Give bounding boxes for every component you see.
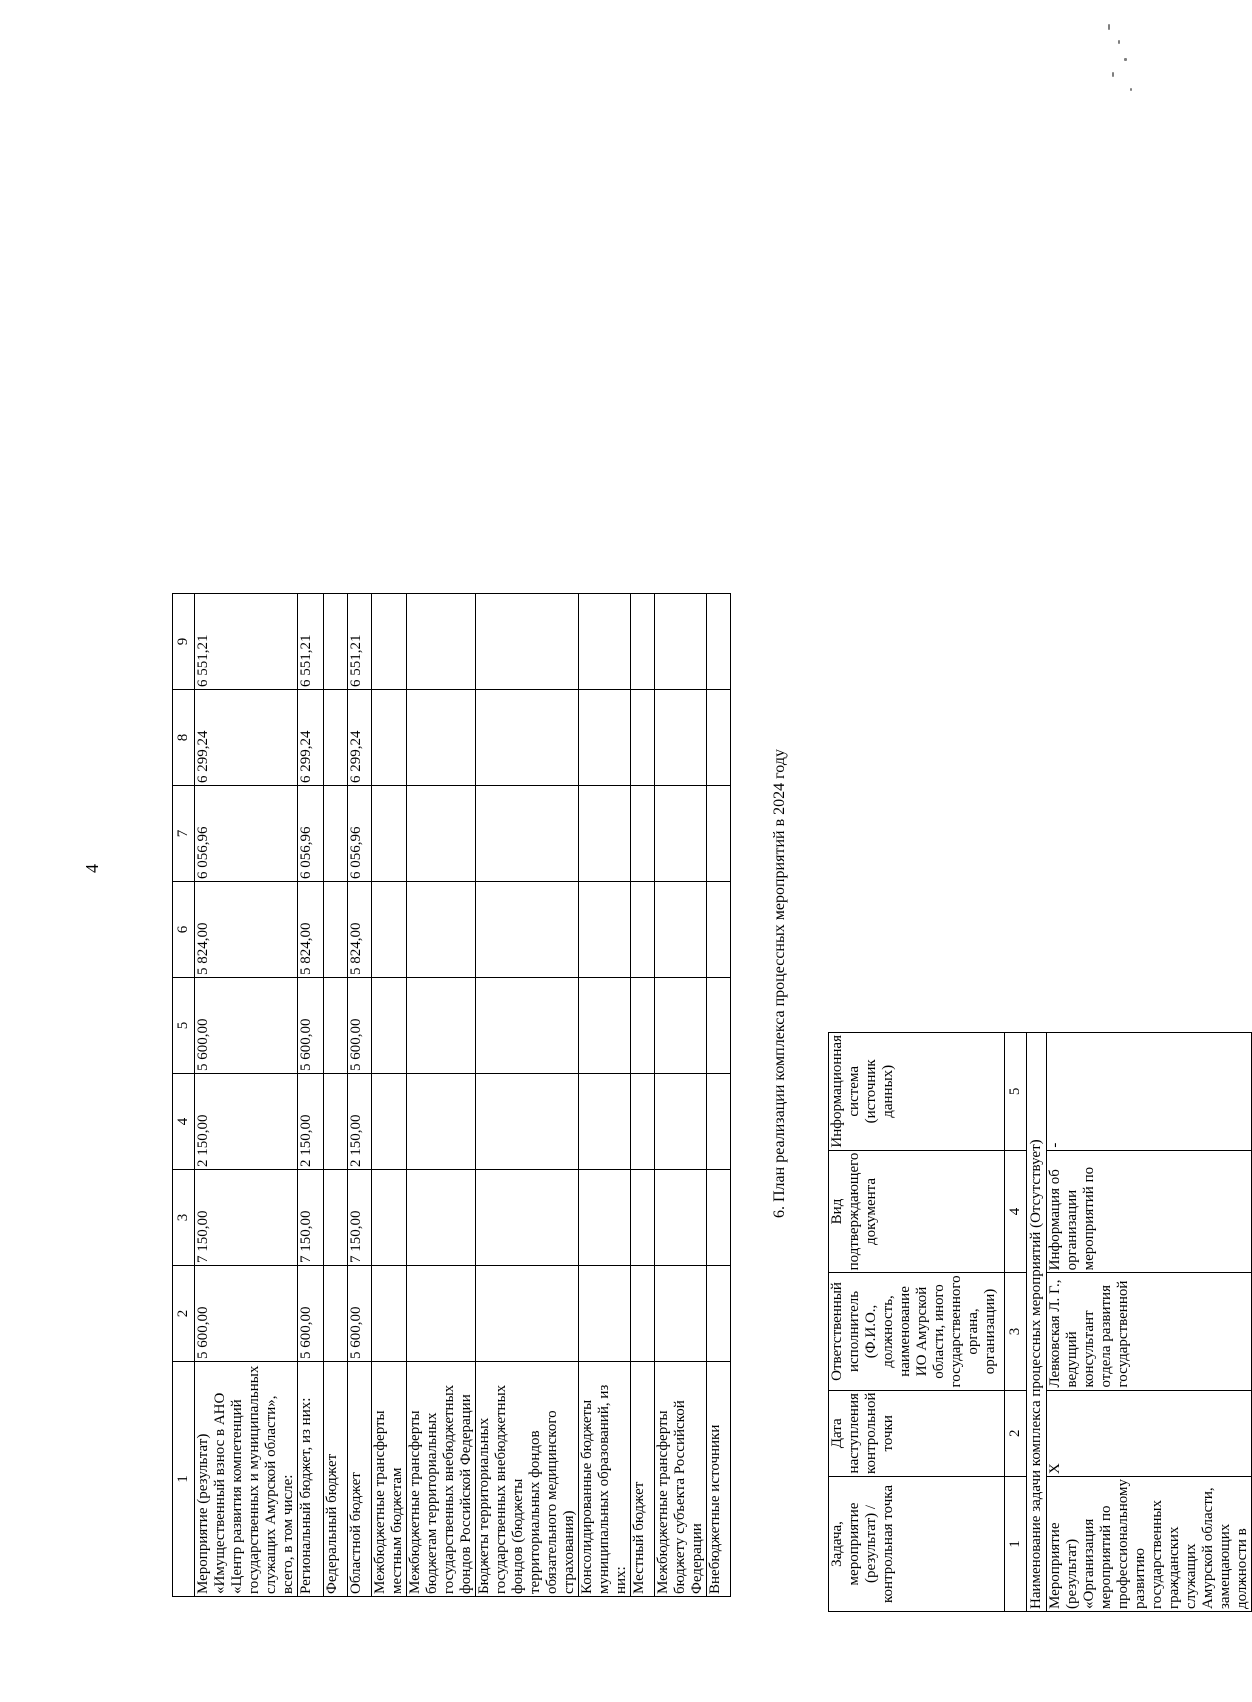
value-cell — [655, 978, 707, 1074]
row-name: Областной бюджет — [348, 1362, 372, 1597]
header-cell: Вид подтверждающего документа — [829, 1150, 1005, 1273]
financing-table-header — [173, 594, 195, 1597]
table-row — [407, 594, 476, 1597]
value-cell: 5 600,00 — [195, 978, 298, 1074]
value-cell: 2 150,00 — [348, 1074, 372, 1170]
header-cell: Дата наступления контрольной точки — [829, 1390, 1005, 1476]
financing-table — [172, 593, 731, 1597]
row-name: Консолидированные бюджеты муниципальных образований, из них: — [579, 1362, 631, 1597]
value-cell — [579, 978, 631, 1074]
index-cell: 3 — [1005, 1273, 1027, 1390]
value-cell — [407, 1170, 476, 1266]
value-cell — [476, 594, 579, 690]
table-row — [348, 594, 372, 1597]
financing-table-wrapper — [172, 593, 731, 1597]
value-cell: 2 150,00 — [195, 1074, 298, 1170]
value-cell: 5 824,00 — [195, 882, 298, 978]
value-cell — [655, 1170, 707, 1266]
value-cell — [631, 690, 655, 786]
plan-table-header — [829, 1033, 1005, 1612]
value-cell — [372, 594, 407, 690]
row-name: Мероприятие (результат) «Имущественный взнос в АНО «Центр развития компетенций государственных и муниципальных служащих Амурской области», всего, в том числе: — [195, 1362, 298, 1597]
value-cell — [579, 1266, 631, 1362]
value-cell — [372, 690, 407, 786]
value-cell — [655, 690, 707, 786]
value-cell — [579, 594, 631, 690]
value-cell — [631, 882, 655, 978]
header-cell: 1 — [173, 1362, 195, 1597]
header-cell: 9 — [173, 594, 195, 690]
source-cell: - — [1047, 1033, 1252, 1151]
task-cell: Наименование задачи комплекса процессных мероприятий (Отсутствует) — [1027, 1033, 1047, 1612]
row-name: Бюджеты территориальных государственных внебюджетных фондов (бюджеты территориальных фондов обязательного медицинского страхования) — [476, 1362, 579, 1597]
index-cell: 1 — [1005, 1477, 1027, 1612]
scan-speck — [1112, 72, 1114, 77]
table-row — [298, 594, 324, 1597]
header-cell: 8 — [173, 690, 195, 786]
value-cell — [579, 786, 631, 882]
value-cell: 6 299,24 — [298, 690, 324, 786]
value-cell — [407, 1266, 476, 1362]
value-cell — [631, 786, 655, 882]
table-row — [631, 594, 655, 1597]
value-cell — [707, 690, 731, 786]
value-cell — [476, 978, 579, 1074]
value-cell — [407, 978, 476, 1074]
header-cell: 5 — [173, 978, 195, 1074]
value-cell — [476, 1266, 579, 1362]
index-cell: 2 — [1005, 1390, 1027, 1476]
page-number: 4 — [82, 864, 102, 873]
value-cell — [407, 882, 476, 978]
value-cell — [324, 1170, 348, 1266]
header-cell: 6 — [173, 882, 195, 978]
value-cell: 6 551,21 — [298, 594, 324, 690]
value-cell — [707, 594, 731, 690]
date-cell: Х — [1047, 1390, 1252, 1476]
value-cell — [372, 786, 407, 882]
row-name: Межбюджетные трансферты бюджету субъекта Российской Федерации — [655, 1362, 707, 1597]
value-cell — [407, 594, 476, 690]
value-cell — [707, 1266, 731, 1362]
value-cell — [631, 978, 655, 1074]
value-cell — [324, 882, 348, 978]
value-cell — [707, 882, 731, 978]
value-cell — [655, 594, 707, 690]
value-cell — [631, 594, 655, 690]
document-cell: Информация об организации мероприятий по — [1047, 1150, 1252, 1273]
value-cell: 6 299,24 — [195, 690, 298, 786]
value-cell — [476, 690, 579, 786]
row-name: Внебюджетные источники — [707, 1362, 731, 1597]
row-name: Местный бюджет — [631, 1362, 655, 1597]
table-row — [476, 594, 579, 1597]
value-cell: 6 551,21 — [348, 594, 372, 690]
value-cell — [372, 1074, 407, 1170]
value-cell: 6 551,21 — [195, 594, 298, 690]
value-cell — [407, 786, 476, 882]
value-cell — [655, 1266, 707, 1362]
table-row — [324, 594, 348, 1597]
row-name: Региональный бюджет, из них: — [298, 1362, 324, 1597]
value-cell: 6 299,24 — [348, 690, 372, 786]
value-cell — [631, 1074, 655, 1170]
header-cell: Информационная система (источник данных) — [829, 1033, 1005, 1151]
value-cell — [372, 978, 407, 1074]
row-name: Федеральный бюджет — [324, 1362, 348, 1597]
value-cell — [407, 1074, 476, 1170]
value-cell — [476, 1074, 579, 1170]
plan-table — [828, 1032, 1252, 1612]
value-cell — [579, 882, 631, 978]
value-cell: 5 600,00 — [298, 978, 324, 1074]
value-cell — [707, 1170, 731, 1266]
table-row — [1047, 1033, 1252, 1612]
value-cell: 5 600,00 — [348, 1266, 372, 1362]
value-cell — [707, 1074, 731, 1170]
plan-table-wrapper — [828, 1032, 1252, 1612]
value-cell — [579, 1170, 631, 1266]
header-cell: Задача, мероприятие (результат) / контрольная точка — [829, 1477, 1005, 1612]
header-cell: 7 — [173, 786, 195, 882]
value-cell — [707, 786, 731, 882]
header-cell: 3 — [173, 1170, 195, 1266]
value-cell: 7 150,00 — [348, 1170, 372, 1266]
value-cell — [324, 1266, 348, 1362]
header-cell: Ответственный исполнитель (Ф.И.О., должность, наименование ИО Амурской области, иного государственного органа, организации) — [829, 1273, 1005, 1390]
value-cell: 5 600,00 — [195, 1266, 298, 1362]
table-row — [655, 594, 707, 1597]
value-cell — [324, 1074, 348, 1170]
header-cell: 2 — [173, 1266, 195, 1362]
section-heading-wrapper — [771, 749, 789, 1218]
value-cell: 6 056,96 — [195, 786, 298, 882]
value-cell — [372, 1266, 407, 1362]
scan-speck — [1124, 58, 1127, 61]
header-cell: 4 — [173, 1074, 195, 1170]
table-row — [195, 594, 298, 1597]
index-row — [1005, 1033, 1027, 1612]
value-cell: 5 600,00 — [298, 1266, 324, 1362]
value-cell — [372, 882, 407, 978]
value-cell — [407, 690, 476, 786]
value-cell — [707, 978, 731, 1074]
value-cell — [324, 594, 348, 690]
value-cell — [372, 1170, 407, 1266]
value-cell — [476, 882, 579, 978]
value-cell: 7 150,00 — [298, 1170, 324, 1266]
task-row — [1027, 1033, 1047, 1612]
value-cell: 7 150,00 — [195, 1170, 298, 1266]
activity-cell: Мероприятие (результат) «Организация мероприятий по профессиональному развитию государственных гражданских служащих Амурской области, замещающих должности в — [1047, 1477, 1252, 1612]
value-cell — [476, 786, 579, 882]
index-cell: 5 — [1005, 1033, 1027, 1151]
value-cell: 5 824,00 — [298, 882, 324, 978]
responsible-cell: Левковская Л. Г., ведущий консультант отдела развития государственной — [1047, 1273, 1252, 1390]
table-row — [372, 594, 407, 1597]
value-cell — [324, 786, 348, 882]
row-name: Межбюджетные трансферты местным бюджетам — [372, 1362, 407, 1597]
value-cell — [579, 690, 631, 786]
value-cell: 5 600,00 — [348, 978, 372, 1074]
value-cell — [631, 1266, 655, 1362]
value-cell — [655, 882, 707, 978]
section-title: 6. План реализации комплекса процессных мероприятий в 2024 году — [771, 749, 788, 1218]
value-cell: 6 056,96 — [298, 786, 324, 882]
value-cell — [631, 1170, 655, 1266]
table-row — [707, 594, 731, 1597]
value-cell — [579, 1074, 631, 1170]
row-name: Межбюджетные трансферты бюджетам территориальных государственных внебюджетных фондов Российской Федерации — [407, 1362, 476, 1597]
scan-speck — [1108, 24, 1110, 30]
value-cell — [476, 1170, 579, 1266]
scan-speck — [1118, 40, 1120, 44]
value-cell: 2 150,00 — [298, 1074, 324, 1170]
scan-speck — [1130, 88, 1132, 91]
value-cell: 6 056,96 — [348, 786, 372, 882]
index-cell: 4 — [1005, 1150, 1027, 1273]
value-cell — [324, 978, 348, 1074]
value-cell — [655, 1074, 707, 1170]
value-cell: 5 824,00 — [348, 882, 372, 978]
value-cell — [655, 786, 707, 882]
value-cell — [324, 690, 348, 786]
table-row — [579, 594, 631, 1597]
